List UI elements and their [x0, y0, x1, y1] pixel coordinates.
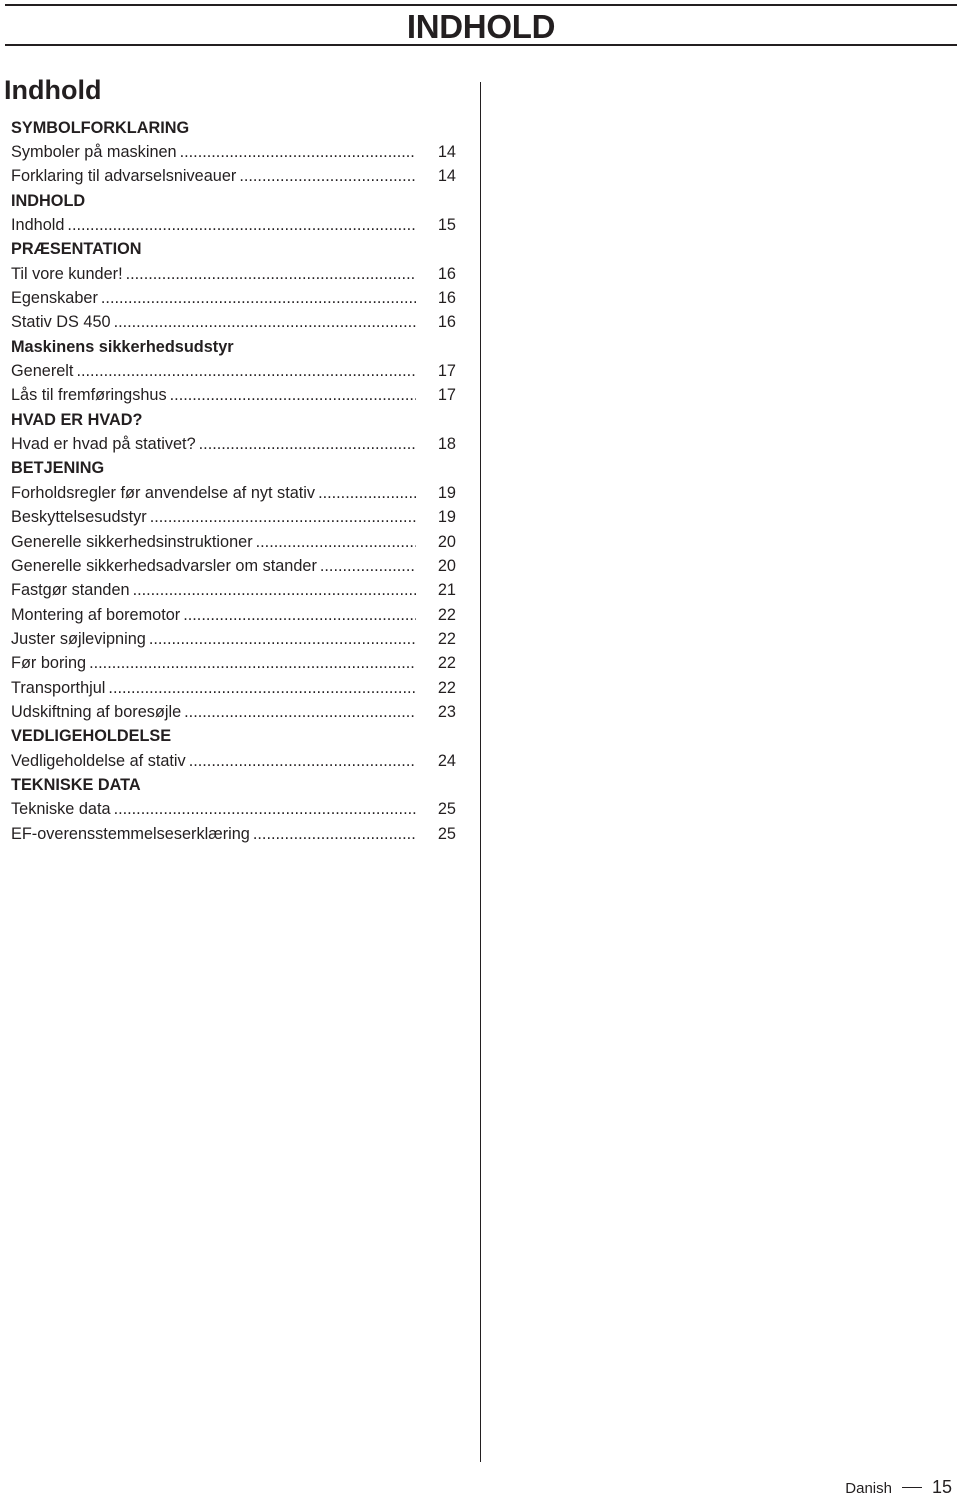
- toc-entry: [11, 554, 456, 578]
- toc-dot-leader: [114, 313, 416, 332]
- table-of-contents: [11, 116, 456, 846]
- toc-heading-text: Maskinens sikkerhedsudstyr: [11, 337, 234, 356]
- toc-entry-label: [11, 630, 416, 649]
- toc-entry: [11, 165, 456, 189]
- toc-entry-label: [11, 557, 416, 576]
- toc-entry-text: Til vore kunder!: [11, 264, 123, 283]
- toc-section-heading: [11, 189, 456, 213]
- toc-entry-label: [11, 362, 416, 381]
- toc-entry-label: [11, 265, 416, 284]
- toc-dot-leader: [67, 216, 416, 235]
- toc-page-number: 22: [437, 654, 456, 673]
- toc-entry: [11, 652, 456, 676]
- toc-entry-label: [11, 825, 416, 844]
- toc-dot-leader: [189, 752, 416, 771]
- toc-heading-text: TEKNISKE DATA: [11, 775, 141, 794]
- toc-page-number: 25: [437, 800, 456, 819]
- toc-entry-text: Juster søjlevipning: [11, 629, 146, 648]
- toc-entry: [11, 822, 456, 846]
- toc-entry-text: Egenskaber: [11, 289, 98, 308]
- toc-entry: [11, 603, 456, 627]
- header-title: INDHOLD: [406, 8, 556, 45]
- toc-entry-label: [11, 386, 416, 405]
- toc-entry-text: Forholdsregler før anvendelse af nyt stativ: [11, 483, 316, 502]
- toc-page-number: 17: [437, 386, 456, 405]
- toc-entry: [11, 506, 456, 530]
- toc-entry-label: [11, 508, 416, 527]
- toc-entry-label: [11, 581, 416, 600]
- toc-entry: [11, 530, 456, 554]
- toc-entry-text: Fastgør standen: [11, 581, 130, 600]
- toc-entry-text: Transporthjul: [11, 678, 106, 697]
- toc-section-heading: [11, 773, 456, 797]
- toc-section-heading: [11, 457, 456, 481]
- toc-entry: [11, 676, 456, 700]
- toc-dot-leader: [320, 557, 416, 576]
- toc-page-number: 22: [437, 605, 456, 624]
- toc-entry: [11, 627, 456, 651]
- toc-entry: [11, 262, 456, 286]
- toc-dot-leader: [150, 508, 416, 527]
- toc-entry-text: Generelle sikkerhedsinstruktioner: [11, 532, 253, 551]
- toc-page-number: 19: [437, 483, 456, 502]
- toc-dot-leader: [108, 679, 416, 698]
- toc-entry-text: Vedligeholdelse af stativ: [11, 751, 186, 770]
- toc-dot-leader: [256, 533, 416, 552]
- toc-entry: [11, 384, 456, 408]
- toc-entry-text: Montering af boremotor: [11, 605, 181, 624]
- toc-page-number: 16: [437, 264, 456, 283]
- toc-entry-label: [11, 143, 416, 162]
- toc-page-number: 21: [437, 581, 456, 600]
- toc-page-number: 14: [437, 143, 456, 162]
- toc-entry-text: Indhold: [11, 216, 65, 235]
- toc-entry-label: [11, 654, 416, 673]
- toc-page-number: 22: [437, 629, 456, 648]
- toc-entry-text: Stativ DS 450: [11, 313, 111, 332]
- toc-entry: [11, 481, 456, 505]
- toc-page-number: 22: [437, 678, 456, 697]
- toc-dot-leader: [89, 654, 416, 673]
- toc-dot-leader: [126, 265, 416, 284]
- toc-entry-label: [11, 167, 416, 186]
- toc-entry-text: Hvad er hvad på stativet?: [11, 435, 196, 454]
- toc-heading-text: SYMBOLFORKLARING: [11, 118, 190, 137]
- column-divider: [480, 82, 481, 1462]
- toc-entry-text: Symboler på maskinen: [11, 143, 177, 162]
- toc-entry-label: [11, 484, 416, 503]
- toc-entry-label: [11, 752, 416, 771]
- toc-entry: [11, 749, 456, 773]
- toc-page-number: 20: [437, 556, 456, 575]
- toc-entry-text: Forklaring til advarselsniveauer: [11, 167, 237, 186]
- toc-entry-text: Beskyttelsesudstyr: [11, 508, 147, 527]
- toc-entry-text: Udskiftning af boresøjle: [11, 702, 182, 721]
- toc-page-number: 20: [437, 532, 456, 551]
- toc-entry: [11, 579, 456, 603]
- toc-dot-leader: [76, 362, 416, 381]
- toc-page-number: 17: [437, 362, 456, 381]
- toc-entry-text: Lås til fremføringshus: [11, 386, 167, 405]
- toc-entry-label: [11, 703, 416, 722]
- toc-page-number: 15: [437, 216, 456, 235]
- toc-dot-leader: [133, 581, 416, 600]
- toc-page-number: 23: [437, 702, 456, 721]
- toc-section-heading: [11, 335, 456, 359]
- toc-dot-leader: [184, 703, 416, 722]
- toc-entry-text: Tekniske data: [11, 800, 111, 819]
- toc-page-number: 16: [437, 289, 456, 308]
- toc-dot-leader: [170, 386, 416, 405]
- toc-heading-text: HVAD ER HVAD?: [11, 410, 143, 429]
- toc-dot-leader: [101, 289, 416, 308]
- toc-dot-leader: [253, 825, 416, 844]
- toc-entry: [11, 213, 456, 237]
- toc-entry-label: [11, 216, 416, 235]
- toc-dot-leader: [239, 167, 416, 186]
- toc-entry: [11, 700, 456, 724]
- footer-page-number: 15: [931, 1477, 952, 1497]
- toc-page-number: 24: [437, 751, 456, 770]
- toc-dot-leader: [318, 484, 416, 503]
- toc-page-number: 16: [437, 313, 456, 332]
- toc-entry-label: [11, 289, 416, 308]
- toc-section-heading: [11, 725, 456, 749]
- toc-entry-label: [11, 606, 416, 625]
- toc-entry: [11, 286, 456, 310]
- toc-dot-leader: [183, 606, 416, 625]
- toc-entry-label: [11, 533, 416, 552]
- toc-entry: [11, 359, 456, 383]
- toc-page-number: 18: [437, 435, 456, 454]
- toc-heading-text: BETJENING: [11, 459, 105, 478]
- toc-entry-label: [11, 679, 416, 698]
- toc-entry-label: [11, 435, 416, 454]
- toc-dot-leader: [180, 143, 416, 162]
- toc-entry-label: [11, 313, 416, 332]
- toc-entry-label: [11, 800, 416, 819]
- toc-entry-text: Generelle sikkerhedsadvarsler om stander: [11, 556, 317, 575]
- toc-entry-text: EF-overensstemmelseserklæring: [11, 824, 250, 843]
- toc-page-number: 14: [437, 167, 456, 186]
- page-title: Indhold: [4, 75, 102, 105]
- toc-heading-text: PRÆSENTATION: [11, 240, 142, 259]
- toc-entry-text: Generelt: [11, 362, 74, 381]
- toc-entry: [11, 798, 456, 822]
- toc-dot-leader: [149, 630, 416, 649]
- toc-entry: [11, 432, 456, 456]
- toc-section-heading: [11, 238, 456, 262]
- footer-language: Danish: [845, 1480, 892, 1497]
- page-footer: [845, 1477, 952, 1498]
- toc-page-number: 19: [437, 508, 456, 527]
- toc-page-number: 25: [437, 824, 456, 843]
- toc-heading-text: VEDLIGEHOLDELSE: [11, 727, 172, 746]
- toc-section-heading: [11, 116, 456, 140]
- toc-entry: [11, 311, 456, 335]
- toc-section-heading: [11, 408, 456, 432]
- footer-separator: [902, 1487, 922, 1488]
- toc-dot-leader: [114, 800, 416, 819]
- toc-entry: [11, 140, 456, 164]
- page-header: [5, 4, 957, 46]
- toc-dot-leader: [199, 435, 416, 454]
- toc-heading-text: INDHOLD: [11, 191, 86, 210]
- toc-entry-text: Før boring: [11, 654, 87, 673]
